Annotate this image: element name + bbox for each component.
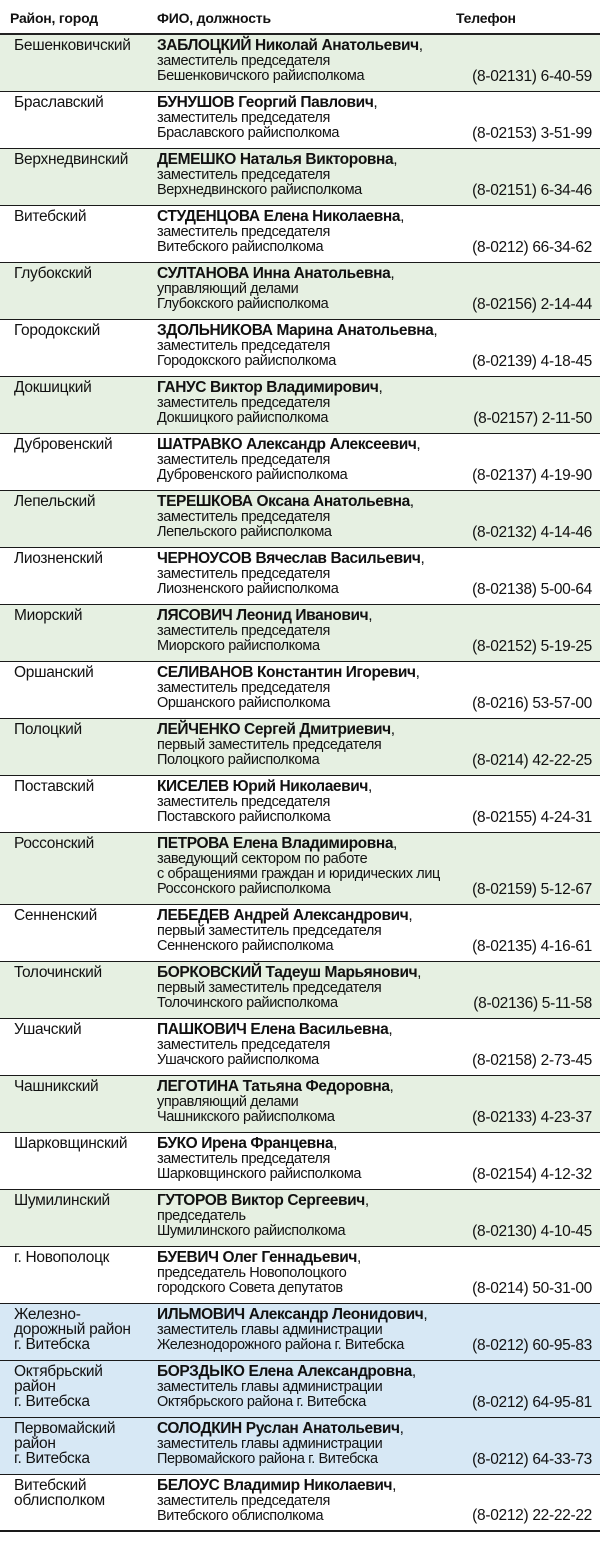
- position-line: Поставского райисполкома: [157, 809, 331, 825]
- position-line: Сенненского райисполкома: [157, 938, 334, 954]
- position-line: Оршанского райисполкома: [157, 695, 330, 711]
- position-line: заместитель главы администрации: [157, 1322, 383, 1338]
- person-surname: СЕЛИВАНОВ: [157, 664, 254, 681]
- table-row: [0, 1304, 600, 1361]
- position-line: заведующий сектором по работе: [157, 851, 368, 867]
- phone-number: (8-02135) 4-16-61: [472, 938, 592, 955]
- position-line: Толочинского райисполкома: [157, 995, 338, 1011]
- table-row: [0, 35, 600, 92]
- phone-number: (8-02155) 4-24-31: [472, 809, 592, 826]
- header-district: Район, город: [10, 10, 98, 26]
- position-line: заместитель председателя: [157, 338, 330, 354]
- phone-number: (8-0212) 66-34-62: [472, 239, 592, 256]
- district-cell: Железно- дорожный район г. Витебска: [14, 1306, 131, 1353]
- district-cell: Лепельский: [14, 493, 96, 510]
- person-name: ЛЯСОВИЧ Леонид Иванович,: [157, 607, 373, 624]
- position-line: Полоцкого райисполкома: [157, 752, 320, 768]
- person-name: ГАНУС Виктор Владимирович,: [157, 379, 383, 396]
- person-name: БУКО Ирена Францевна,: [157, 1135, 338, 1152]
- person-given-names: Александр Алексеевич: [246, 436, 417, 453]
- position-line: Чашникского райисполкома: [157, 1109, 335, 1125]
- phone-number: (8-02152) 5-19-25: [472, 638, 592, 655]
- position-line: председатель Новополоцкого: [157, 1265, 347, 1281]
- position-line: заместитель председателя: [157, 794, 330, 810]
- phone-number: (8-02138) 5-00-64: [472, 581, 592, 598]
- person-surname: ДЕМЕШКО: [157, 151, 236, 168]
- position-line: заместитель председателя: [157, 167, 330, 183]
- district-cell: Толочинский: [14, 964, 102, 981]
- person-name: ЛЕЙЧЕНКО Сергей Дмитриевич,: [157, 721, 395, 738]
- position-line: Лиозненского райисполкома: [157, 581, 339, 597]
- position-line: Глубокского райисполкома: [157, 296, 329, 312]
- phone-number: (8-0212) 22-22-22: [472, 1507, 592, 1524]
- position-line: Железнодорожного района г. Витебска: [157, 1337, 404, 1353]
- header-phone: Телефон: [456, 10, 516, 26]
- position-line: городского Совета депутатов: [157, 1280, 343, 1296]
- position-line: управляющий делами: [157, 281, 299, 297]
- person-given-names: Елена Александровна: [248, 1363, 412, 1380]
- person-given-names: Константин Игоревич: [256, 664, 416, 681]
- position-line: заместитель председателя: [157, 1493, 330, 1509]
- person-surname: БУКО: [157, 1135, 198, 1152]
- district-cell: Витебский облисполком: [14, 1477, 105, 1509]
- position-line: заместитель главы администрации: [157, 1379, 383, 1395]
- person-given-names: Вячеслав Васильевич: [255, 550, 421, 567]
- position-line: Витебского райисполкома: [157, 239, 324, 255]
- phone-number: (8-02153) 3-51-99: [472, 125, 592, 142]
- position-line: заместитель председателя: [157, 1151, 330, 1167]
- person-given-names: Георгий Павлович: [238, 94, 374, 111]
- person-given-names: Виктор Владимирович: [209, 379, 379, 396]
- position-line: заместитель председателя: [157, 680, 330, 696]
- position-line: Городокского райисполкома: [157, 353, 336, 369]
- position-line: первый заместитель председателя: [157, 923, 382, 939]
- table-row: [0, 263, 600, 320]
- position-line: заместитель председателя: [157, 53, 330, 69]
- person-name: ЧЕРНОУСОВ Вячеслав Васильевич,: [157, 550, 425, 567]
- district-cell: Шарковщинский: [14, 1135, 128, 1152]
- phone-number: (8-0214) 42-22-25: [472, 752, 592, 769]
- person-surname: СОЛОДКИН: [157, 1420, 242, 1437]
- table-row: [0, 776, 600, 833]
- person-given-names: Николай Анатольевич: [254, 37, 419, 54]
- district-cell: Городокский: [14, 322, 101, 339]
- person-surname: БОРЗДЫКО: [157, 1363, 245, 1380]
- person-name: БОРКОВСКИЙ Тадеуш Марьянович,: [157, 964, 422, 981]
- position-line: Браславского райисполкома: [157, 125, 340, 141]
- person-surname: ГАНУС: [157, 379, 207, 396]
- position-line: Шарковщинского райисполкома: [157, 1166, 362, 1182]
- district-cell: Сенненский: [14, 907, 97, 924]
- person-surname: ЗДОЛЬНИКОВА: [157, 322, 273, 339]
- header-person: ФИО, должность: [157, 10, 271, 26]
- phone-number: (8-02131) 6-40-59: [472, 68, 592, 85]
- phone-number: (8-02159) 5-12-67: [472, 881, 592, 898]
- person-given-names: Сергей Дмитриевич: [244, 721, 391, 738]
- person-given-names: Андрей Александрович: [233, 907, 409, 924]
- person-name: ЛЕБЕДЕВ Андрей Александрович,: [157, 907, 413, 924]
- person-given-names: Александр Леонидович: [248, 1306, 424, 1323]
- district-cell: Дубровенский: [14, 436, 113, 453]
- person-given-names: Руслан Анатольевич: [245, 1420, 400, 1437]
- district-cell: Шумилинский: [14, 1192, 110, 1209]
- person-surname: ЧЕРНОУСОВ: [157, 550, 252, 567]
- person-surname: ПЕТРОВА: [157, 835, 229, 852]
- position-line: заместитель председателя: [157, 452, 330, 468]
- position-line: первый заместитель председателя: [157, 980, 382, 996]
- district-cell: Браславский: [14, 94, 104, 111]
- person-surname: БЕЛОУС: [157, 1477, 220, 1494]
- person-given-names: Олег Геннадьевич: [222, 1249, 357, 1266]
- person-name: БОРЗДЫКО Елена Александровна,: [157, 1363, 416, 1380]
- person-surname: ГУТОРОВ: [157, 1192, 228, 1209]
- district-cell: Оршанский: [14, 664, 94, 681]
- table-row: [0, 1361, 600, 1418]
- position-line: Ушачского райисполкома: [157, 1052, 319, 1068]
- position-line: заместитель главы администрации: [157, 1436, 383, 1452]
- person-surname: ЛЕБЕДЕВ: [157, 907, 230, 924]
- person-surname: ЛЕЙЧЕНКО: [157, 721, 241, 738]
- district-cell: Бешенковичский: [14, 37, 131, 54]
- phone-number: (8-02157) 2-11-50: [473, 410, 592, 427]
- person-name: ПЕТРОВА Елена Владимировна,: [157, 835, 397, 852]
- district-cell: Ушачский: [14, 1021, 82, 1038]
- person-name: СЕЛИВАНОВ Константин Игоревич,: [157, 664, 420, 681]
- person-given-names: Елена Николаевна: [263, 208, 401, 225]
- person-given-names: Татьяна Федоровна: [242, 1078, 390, 1095]
- person-given-names: Юрий Николаевич: [232, 778, 368, 795]
- person-surname: КИСЕЛЕВ: [157, 778, 229, 795]
- position-line: Шумилинского райисполкома: [157, 1223, 346, 1239]
- phone-number: (8-0212) 64-33-73: [472, 1451, 592, 1468]
- table-row: [0, 662, 600, 719]
- table-row: [0, 92, 600, 149]
- district-cell: Докшицкий: [14, 379, 92, 396]
- person-given-names: Владимир Николаевич: [223, 1477, 393, 1494]
- position-line: председатель: [157, 1208, 246, 1224]
- phone-number: (8-02139) 4-18-45: [472, 353, 592, 370]
- person-surname: БОРКОВСКИЙ: [157, 964, 262, 981]
- person-name: ЛЕГОТИНА Татьяна Федоровна,: [157, 1078, 394, 1095]
- district-cell: Чашникский: [14, 1078, 99, 1095]
- table-header: [0, 0, 600, 35]
- person-surname: ИЛЬМОВИЧ: [157, 1306, 245, 1323]
- position-line: с обращениями граждан и юридических лиц: [157, 866, 440, 882]
- table-body: [0, 35, 600, 1532]
- position-line: Октябрьского района г. Витебска: [157, 1394, 366, 1410]
- table-row: [0, 905, 600, 962]
- person-surname: ЛЕГОТИНА: [157, 1078, 239, 1095]
- position-line: Дубровенского райисполкома: [157, 467, 348, 483]
- person-name: БУЕВИЧ Олег Геннадьевич,: [157, 1249, 361, 1266]
- table-row: [0, 1247, 600, 1304]
- position-line: заместитель председателя: [157, 395, 330, 411]
- district-cell: Россонский: [14, 835, 94, 852]
- person-given-names: Елена Владимировна: [232, 835, 394, 852]
- district-cell: Первомайский район г. Витебска: [14, 1420, 116, 1467]
- table-row: [0, 1076, 600, 1133]
- position-line: заместитель председателя: [157, 566, 330, 582]
- position-line: Лепельского райисполкома: [157, 524, 332, 540]
- position-line: Докшицкого райисполкома: [157, 410, 329, 426]
- table-row: [0, 491, 600, 548]
- position-line: заместитель председателя: [157, 1037, 330, 1053]
- position-line: управляющий делами: [157, 1094, 299, 1110]
- person-name: СТУДЕНЦОВА Елена Николаевна,: [157, 208, 404, 225]
- district-cell: Витебский: [14, 208, 87, 225]
- person-surname: БУЕВИЧ: [157, 1249, 219, 1266]
- person-given-names: Наталья Викторовна: [239, 151, 394, 168]
- person-name: ЗАБЛОЦКИЙ Николай Анатольевич,: [157, 37, 423, 54]
- table-row: [0, 1019, 600, 1076]
- position-line: заместитель председателя: [157, 509, 330, 525]
- phone-number: (8-0214) 50-31-00: [472, 1280, 592, 1297]
- table-row: [0, 719, 600, 776]
- person-name: ДЕМЕШКО Наталья Викторовна,: [157, 151, 398, 168]
- person-given-names: Ирена Францевна: [201, 1135, 334, 1152]
- table-row: [0, 206, 600, 263]
- position-line: Россонского райисполкома: [157, 881, 331, 897]
- phone-number: (8-02136) 5-11-58: [473, 995, 592, 1012]
- person-name: БУНУШОВ Георгий Павлович,: [157, 94, 378, 111]
- phone-number: (8-0212) 64-95-81: [472, 1394, 592, 1411]
- position-line: Миорского райисполкома: [157, 638, 320, 654]
- person-name: КИСЕЛЕВ Юрий Николаевич,: [157, 778, 372, 795]
- person-surname: ЗАБЛОЦКИЙ: [157, 37, 252, 54]
- district-cell: г. Новополоцк: [14, 1249, 110, 1266]
- district-cell: Миорский: [14, 607, 83, 624]
- district-cell: Полоцкий: [14, 721, 82, 738]
- table-row: [0, 1418, 600, 1475]
- phone-number: (8-02130) 4-10-45: [472, 1223, 592, 1240]
- person-given-names: Виктор Сергеевич: [231, 1192, 365, 1209]
- person-name: БЕЛОУС Владимир Николаевич,: [157, 1477, 397, 1494]
- district-cell: Октябрьский район г. Витебска: [14, 1363, 103, 1410]
- person-name: СОЛОДКИН Руслан Анатольевич,: [157, 1420, 404, 1437]
- phone-number: (8-02156) 2-14-44: [472, 296, 592, 313]
- person-given-names: Оксана Анатольевна: [256, 493, 410, 510]
- table-row: [0, 1190, 600, 1247]
- position-line: заместитель председателя: [157, 224, 330, 240]
- position-line: заместитель председателя: [157, 623, 330, 639]
- table-row: [0, 149, 600, 206]
- person-name: ГУТОРОВ Виктор Сергеевич,: [157, 1192, 369, 1209]
- person-surname: ШАТРАВКО: [157, 436, 243, 453]
- person-name: ИЛЬМОВИЧ Александр Леонидович,: [157, 1306, 428, 1323]
- table-row: [0, 377, 600, 434]
- person-given-names: Елена Васильевна: [250, 1021, 389, 1038]
- position-line: Бешенковичского райисполкома: [157, 68, 365, 84]
- district-cell: Лиозненский: [14, 550, 103, 567]
- person-surname: ПАШКОВИЧ: [157, 1021, 247, 1038]
- table-row: [0, 548, 600, 605]
- position-line: первый заместитель председателя: [157, 737, 382, 753]
- phone-number: (8-0212) 60-95-83: [472, 1337, 592, 1354]
- person-given-names: Леонид Иванович: [236, 607, 369, 624]
- district-cell: Глубокский: [14, 265, 92, 282]
- position-line: заместитель председателя: [157, 110, 330, 126]
- person-name: ПАШКОВИЧ Елена Васильевна,: [157, 1021, 393, 1038]
- person-surname: СУЛТАНОВА: [157, 265, 249, 282]
- person-name: ЗДОЛЬНИКОВА Марина Анатольевна,: [157, 322, 438, 339]
- district-cell: Верхнедвинский: [14, 151, 129, 168]
- phone-number: (8-02133) 4-23-37: [472, 1109, 592, 1126]
- person-surname: ЛЯСОВИЧ: [157, 607, 233, 624]
- person-name: ТЕРЕШКОВА Оксана Анатольевна,: [157, 493, 414, 510]
- table-row: [0, 1475, 600, 1532]
- district-cell: Поставский: [14, 778, 94, 795]
- person-name: ШАТРАВКО Александр Алексеевич,: [157, 436, 421, 453]
- position-line: Витебского облисполкома: [157, 1508, 324, 1524]
- person-surname: БУНУШОВ: [157, 94, 235, 111]
- person-surname: ТЕРЕШКОВА: [157, 493, 253, 510]
- phone-number: (8-02137) 4-19-90: [472, 467, 592, 484]
- person-given-names: Инна Анатольевна: [252, 265, 391, 282]
- position-line: Первомайского района г. Витебска: [157, 1451, 378, 1467]
- phone-number: (8-02151) 6-34-46: [472, 182, 592, 199]
- person-name: СУЛТАНОВА Инна Анатольевна,: [157, 265, 395, 282]
- phone-number: (8-02154) 4-12-32: [472, 1166, 592, 1183]
- phone-number: (8-0216) 53-57-00: [472, 695, 592, 712]
- person-given-names: Марина Анатольевна: [276, 322, 434, 339]
- person-surname: СТУДЕНЦОВА: [157, 208, 260, 225]
- phone-number: (8-02132) 4-14-46: [472, 524, 592, 541]
- table-row: [0, 320, 600, 377]
- position-line: Верхнедвинского райисполкома: [157, 182, 362, 198]
- table-row: [0, 434, 600, 491]
- table-row: [0, 1133, 600, 1190]
- person-given-names: Тадеуш Марьянович: [265, 964, 418, 981]
- table-row: [0, 605, 600, 662]
- table-row: [0, 962, 600, 1019]
- table-row: [0, 833, 600, 905]
- phone-number: (8-02158) 2-73-45: [472, 1052, 592, 1069]
